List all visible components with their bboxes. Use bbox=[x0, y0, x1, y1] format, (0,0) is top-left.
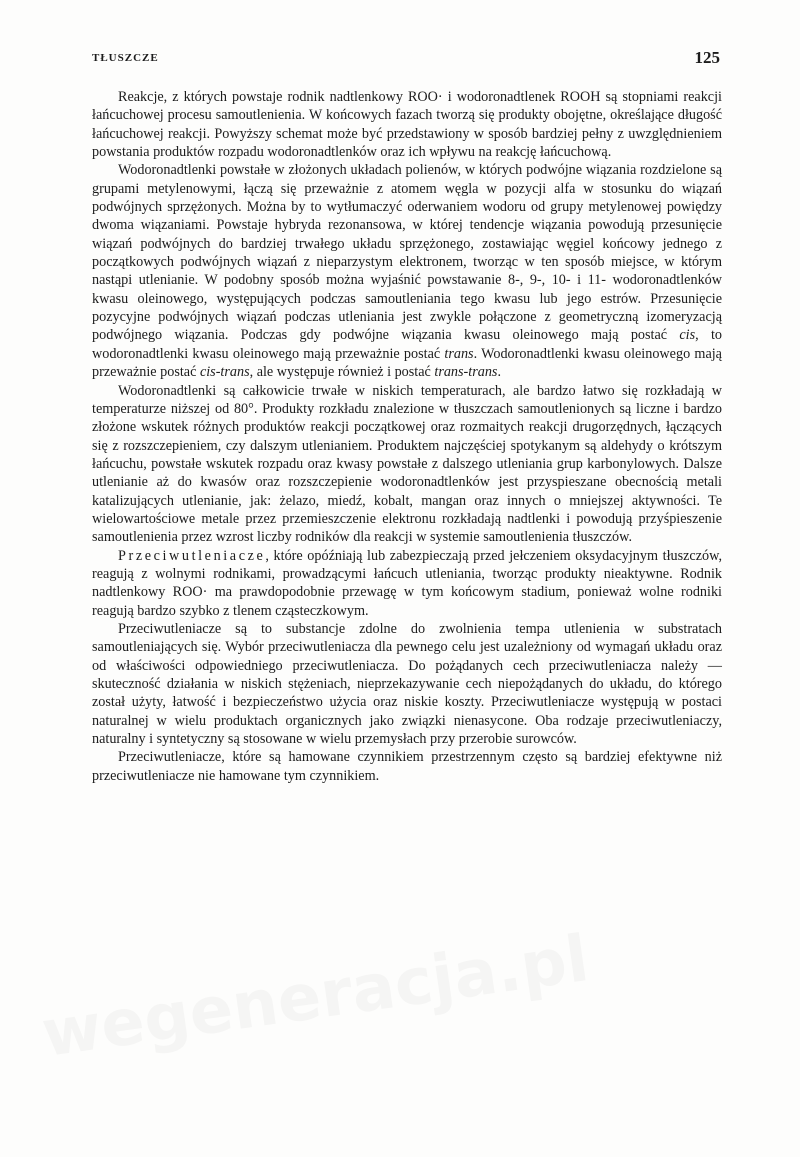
paragraph-antioxidants-definition: Przeciwutleniacze są to substancje zdolne do zwolnienia tempa utlenienia w substratach samoutleniających się. Wybór przeciwutleniacza dla pewnego celu jest uzależniony od wymagań układu oraz od właściwości odpowiedniego przeciwutleniacza. Do pożądanych cech przeciwutleniacza należy — skuteczność działania w niskich stężeniach, nieprzekazywanie cech niepożądanych do układu, do którego został użyty, łatwość i bezpieczeństwo użycia oraz niskie koszty. Przeciwutleniacze występują w postaci naturalnej w wielu produktach organicznych jako związki nienasycone. Oba rodzaje przeciwutleniaczy, naturalny i syntetyczny są stosowane w wielu przemysłach przy przerobie surowców. bbox=[92, 620, 722, 748]
italic-trans: trans bbox=[444, 345, 474, 362]
text-run: . bbox=[497, 364, 501, 381]
italic-cis: cis bbox=[679, 327, 696, 344]
paragraph-radicals: Reakcje, z których powstaje rodnik nadtlenkowy ROO· i wodoronadtlenek ROOH są stopniami reakcji łańcuchowej procesu samoutlenienia. W końcowych fazach tworzą się produkty obojętne, określające długość łańcuchowej reakcji. Powyższy schemat może być przedstawiony w sposób bardziej pełny z uwzględnieniem powstania produktów rozpadu wodoronadtlenków oraz ich wpływu na reakcję łańcuchową. bbox=[92, 89, 722, 161]
page-number: 125 bbox=[694, 48, 720, 67]
text-run: Wodoronadtlenki powstałe w złożonych układach polienów, w których podwójne wiązania rozdzielone są grupami metylenowymi, łączą się przeważnie z atomem węgla w pozycji alfa w stosunku do wiązań podwójnych sprzężonych. Można by to wytłumaczyć oderwaniem wodoru od grupy metylenowej powiędzy dwoma wiązaniami. Powstaje hybryda rezonansowa, w której tendencje wiązania powodują przesunięcie wiązań podwójnych do bardziej trwałego układu sprzężonego, zostawiając węgiel końcowy jednego z początkowych podwójnych wiązań z nieparzystym elektronem, tworząc w ten sposób miejsce, w którym nastąpi utlenianie. W podobny sposób można wyjaśnić powstawanie 8-, 9-, 10- i 11- wodoronadtlenków kwasu oleinowego, występujących podczas samoutleniania tego kwasu lub jego estrów. Przesunięcie pozycyjne podwójnych wiązań podczas utleniania jest zwykle połączone z geometryczną izomeryzacją podwójnego wiązania. Podczas gdy podwójne wiązania kwasu oleinowego mają postać bbox=[92, 162, 722, 344]
text-run: , to wodoronadtlenki kwasu oleinowego mają przeważnie postać bbox=[92, 327, 722, 362]
spaced-term: Przeciwutleniacze bbox=[118, 547, 266, 564]
italic-trans-trans: trans-trans bbox=[434, 364, 498, 381]
paragraph-decomposition: Wodoronadtlenki są całkowicie trwałe w niskich temperaturach, ale bardzo łatwo się rozkładają w temperaturze niższej od 80°. Produkty rozkładu znalezione w tłuszczach samoutlenionych są liczne i bardzo złożone wskutek różnych produktów reakcji początkowej oraz rozmaitych reakcji drugorzędnych, łączących się z rozszczepieniem, czy dalszym utlenianiem. Produktem najczęściej spotykanym są aldehydy o krótszym łańcuchu, powstałe wskutek rozpadu oraz kwasy powstałe z dalszego utleniania grup karbonylowych. Dalsze utlenianie aż do kwasów oraz rozszczepienie wodoronadtlenków jest przyspieszane obecnością metali katalizujących utlenianie, jak: żelazo, miedź, kobalt, mangan oraz innych o mniejszej aktywności. Te wielowartościowe metale przez przemieszczenie elektronu rozkładają nadtlenki i powodują przyśpieszenie samoutlenienia przez wzrost liczby rodników dla reakcji w systemie samoutlenienia tłuszczów. bbox=[92, 382, 722, 546]
paragraph-steric-hindrance: Przeciwutleniacze, które są hamowane czynnikiem przestrzennym często są bardziej efektywne niż przeciwutleniacze nie hamowane tym czynnikiem. bbox=[92, 749, 722, 784]
body-text bbox=[92, 88, 722, 785]
running-title: TŁUSZCZE bbox=[92, 52, 159, 64]
page-header bbox=[92, 48, 720, 70]
text-run: . Wodoronadtlenki kwasu oleinowego mają przeważnie postać bbox=[92, 345, 722, 381]
paragraph-antioxidants-intro bbox=[92, 547, 722, 620]
paragraph-hydroperoxides bbox=[92, 161, 722, 381]
italic-cis-trans: cis-trans bbox=[199, 364, 250, 381]
text-run: , które opóźniają lub zabezpieczają przed jełczeniem oksydacyjnym tłuszczów, reagują z wolnymi rodnikami, prowadzącymi łańcuch utleniania, tworząc produkty nieaktywne. Rodnik nadtlenkowy ROO· ma prawdopodobnie przewagę w tym końcowym stadium, ponieważ wolne rodniki reagują bardzo szybko z tlenem cząsteczkowym. bbox=[92, 547, 722, 619]
watermark-text: wegeneracja.pl bbox=[37, 922, 594, 1072]
text-run: , ale występuje również i postać bbox=[249, 364, 435, 381]
